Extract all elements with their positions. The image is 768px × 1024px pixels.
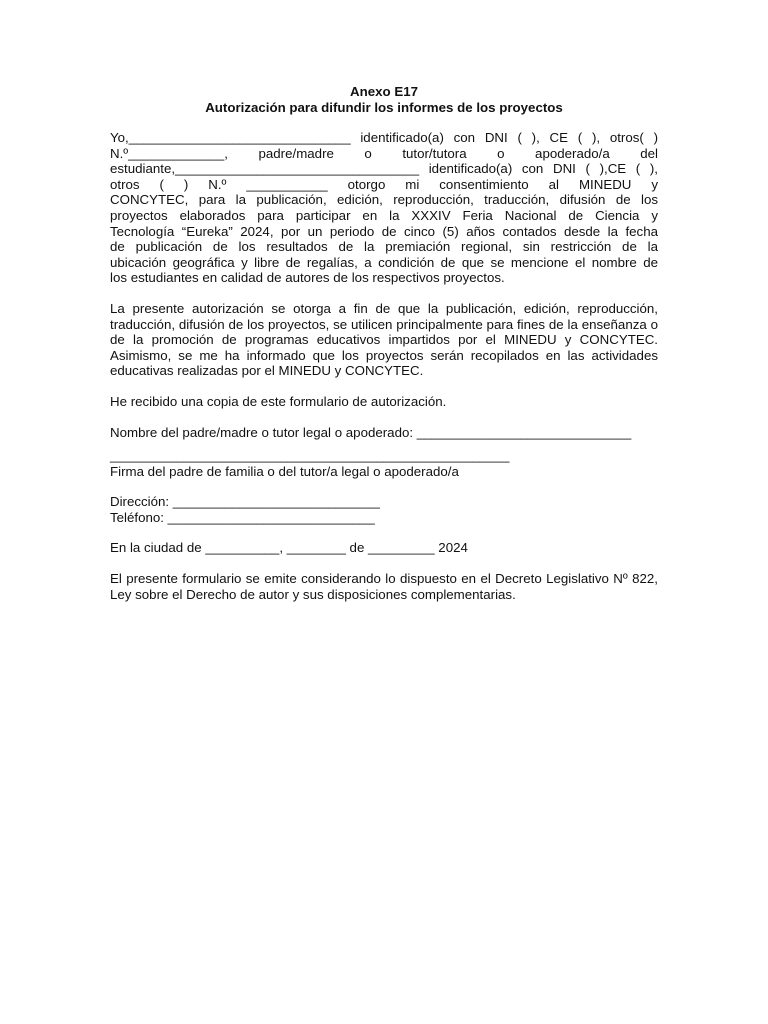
document-page xyxy=(110,84,658,602)
city-date-field: En la ciudad de __________, ________ de _________ 2024 xyxy=(110,540,468,556)
doc-subtitle: Autorización para difundir los informes de los proyectos xyxy=(205,100,563,115)
address-field: Dirección: ____________________________ xyxy=(110,494,380,510)
guardian-name-field: Nombre del padre/madre o tutor legal o apoderado: _____________________________ xyxy=(110,424,632,440)
authorization-paragraph xyxy=(110,130,658,286)
doc-title: Anexo E17 xyxy=(350,84,418,99)
paragraph-line: estudiante,_________________________________ identificado(a) con DNI ( ),CE ( ), xyxy=(110,161,658,177)
paragraph-line: proyectos elaborados para participar en la XXXIV Feria Nacional de Ciencia y xyxy=(110,207,658,223)
signature-line: ______________________________________________________ xyxy=(110,448,510,464)
legal-note: El presente formulario se emite considerando lo dispuesto en el Decreto Legislativo Nº 822, Ley sobre el Derecho de autor y sus disposiciones complementarias. xyxy=(110,571,658,602)
paragraph-line: CONCYTEC, para la publicación, edición, reproducción, traducción, difusión de los xyxy=(110,192,658,208)
paragraph-line: Yo,______________________________ identificado(a) con DNI ( ), CE ( ), otros( ) xyxy=(110,130,658,145)
copy-received-statement: He recibido una copia de este formulario de autorización. xyxy=(110,393,447,409)
signature-label: Firma del padre de familia o del tutor/a legal o apoderado/a xyxy=(110,463,459,479)
paragraph-line: de publicación de los resultados de la premiación regional, sin restricción de la xyxy=(110,239,658,255)
paragraph-line: otros ( ) N.º ___________ otorgo mi consentimiento al MINEDU y xyxy=(110,176,658,192)
paragraph-line: los estudiantes en calidad de autores de los respectivos proyectos. xyxy=(110,270,505,286)
purpose-paragraph: La presente autorización se otorga a fin de que la publicación, edición, reproducción, traducción, difusión de los proyectos, se utilicen principalmente para fines de la enseñanza o de la promoción de programas educativos impartidos por el MINEDU y CONCYTEC. Asimismo, se me ha informado que los proyectos serán recopilados en las actividades educativas realizadas por el MINEDU y CONCYTEC. xyxy=(110,300,658,379)
paragraph-line: Tecnología “Eureka” 2024, por un periodo de cinco (5) años contados desde la fecha xyxy=(110,223,658,239)
phone-field: Teléfono: ____________________________ xyxy=(110,509,375,525)
paragraph-line: ubicación geográfica y libre de regalías, a condición de que se mencione el nombre de xyxy=(110,254,658,270)
paragraph-line: N.º_____________, padre/madre o tutor/tutora o apoderado/a del xyxy=(110,145,658,161)
